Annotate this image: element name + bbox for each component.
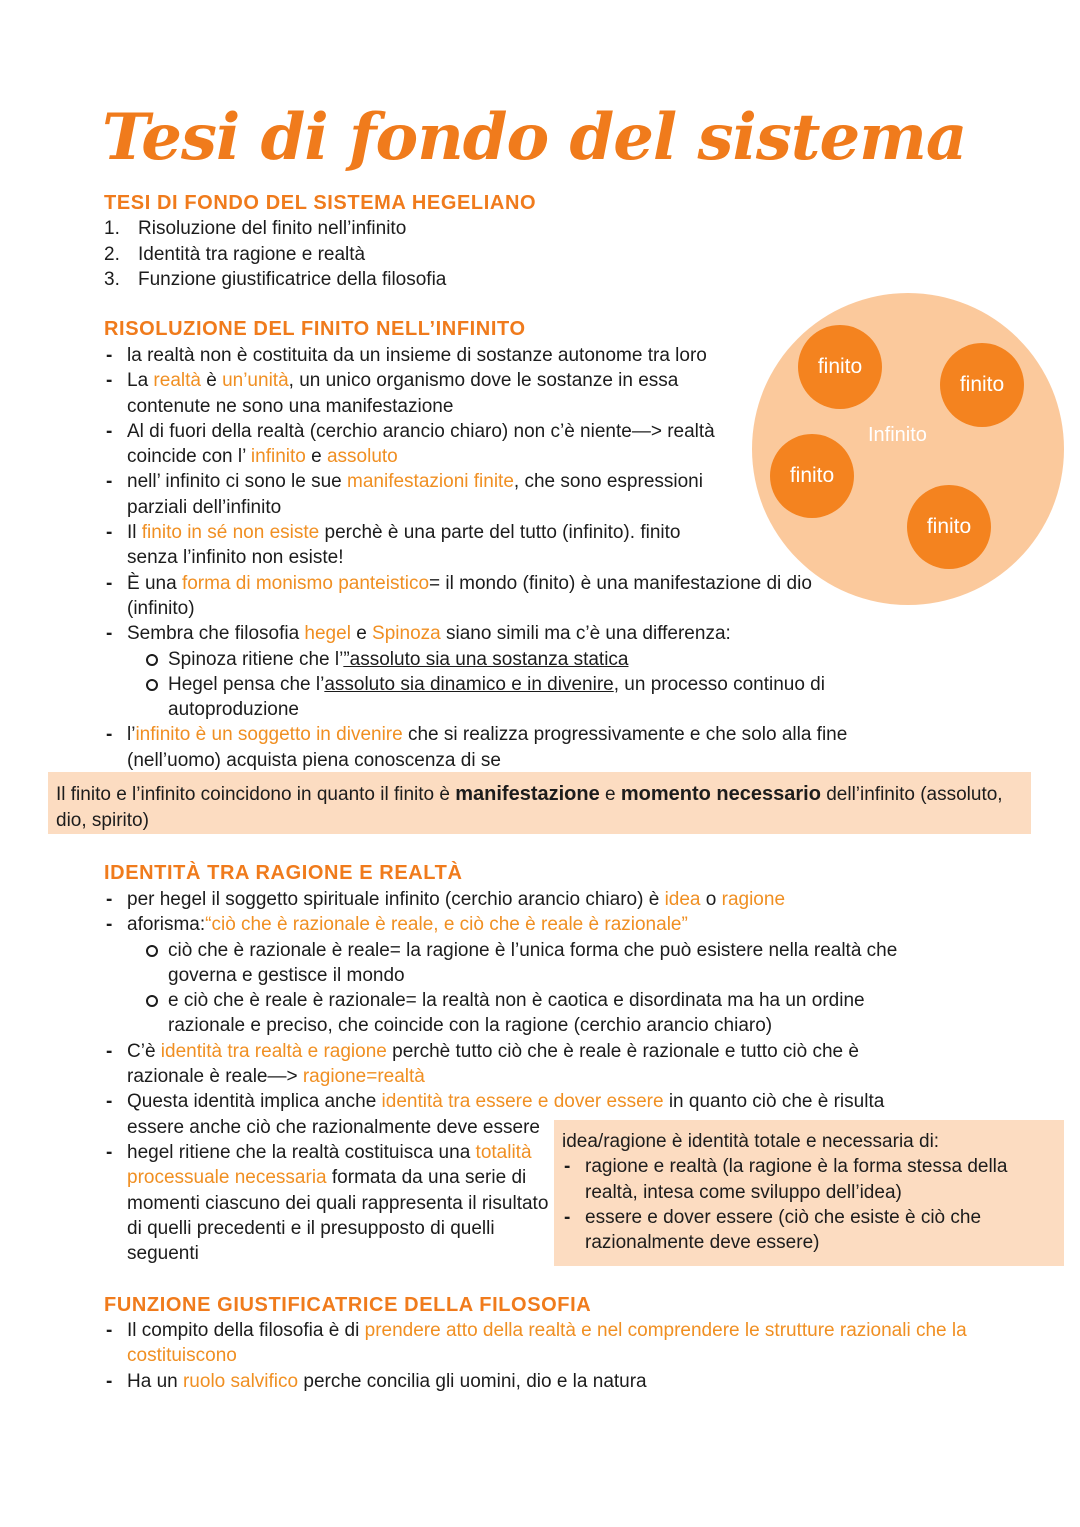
list-item: - hegel ritiene che la realtà costituisca una totalità processuale necessaria formata da una serie di momenti ciascuno dei quali rappresenta il risultato di quelli precedenti e il presupposto di quelli seguenti [104, 1140, 554, 1266]
list-item: - l’infinito è un soggetto in divenire che si realizza progressivamente e che solo alla fine (nell’uomo) acquista piena conoscenza di se [104, 722, 884, 773]
list-item: - Il finito in sé non esiste perchè è una parte del tutto (infinito). finito senza l’infinito non esiste! [104, 520, 726, 571]
list-item: - Ha un ruolo salvifico perche concilia gli uomini, dio e la natura [104, 1369, 984, 1394]
list-item: 1. Risoluzione del finito nell’infinito [104, 218, 407, 239]
list-item: - aforisma:“ciò che è razionale è reale, e ciò che è reale è razionale” ciò che è razionale è reale= la ragione è l’unica forma che può esistere nella realtà che governa e gestisce il mondo e ciò che è reale è razionale= la realtà non è caotica e disordinata ma ha un ordine razionale e preciso, che coincide con la ragione (cerchio arancio chiaro) [104, 912, 944, 1038]
heading-risoluzione: RISOLUZIONE DEL FINITO NELL’INFINITO [104, 318, 526, 340]
list-item: - La realtà è un’unità, un unico organismo dove le sostanze in essa contenute ne sono una manifestazione [104, 368, 704, 419]
idea-box-title: idea/ragione è identità totale e necessaria di: [562, 1131, 940, 1152]
finito-circle: finito [798, 325, 882, 409]
list-item: - Questa identità implica anche identità tra essere e dover essere in quanto ciò che è risulta essere anche ciò che razionalmente deve essere [104, 1089, 944, 1140]
sub-item: Hegel pensa che l’assoluto sia dinamico e in divenire, un processo continuo di autoproduzione [144, 672, 844, 723]
list-item: - nell’ infinito ci sono le sue manifestazioni finite, che sono espressioni parziali dell’infinito [104, 469, 744, 520]
sub-item: Spinoza ritiene che l’”assoluto sia una sostanza statica [144, 647, 894, 672]
finito-circle: finito [907, 485, 991, 569]
page-title: Tesi di fondo del sistema [102, 100, 967, 175]
sub-item: ciò che è razionale è reale= la ragione è l’unica forma che può esistere nella realtà che governa e gestisce il mondo [144, 938, 944, 989]
funzione-list [104, 1318, 984, 1394]
heading-identita: IDENTITÀ TRA RAGIONE E REALTÀ [104, 862, 463, 884]
list-item: 2. Identità tra ragione e realtà [104, 243, 366, 265]
list-item: - C’è identità tra realtà e ragione perchè tutto ciò che è reale è razionale e tutto ciò che è razionale è reale—> ragione=realtà [104, 1039, 904, 1090]
finito-circle: finito [770, 434, 854, 518]
infinito-label: Infinito [868, 424, 927, 446]
list-item: - Al di fuori della realtà (cerchio arancio chiaro) non c’è niente—> realtà coincide con l’ infinito e assoluto [104, 419, 724, 470]
list-item: 3. Funzione giustificatrice della filosofia [104, 269, 447, 290]
list-item: - la realtà non è costituita da un insieme di sostanze autonome tra loro [104, 343, 744, 368]
heading-funzione: FUNZIONE GIUSTIFICATRICE DELLA FILOSOFIA [104, 1294, 592, 1316]
risoluzione-list [104, 343, 894, 773]
heading-tesi-sistema: TESI DI FONDO DEL SISTEMA HEGELIANO [104, 192, 537, 214]
list-item: - Il compito della filosofia è di prendere atto della realtà e nel comprendere le strutture razionali che la costituiscono [104, 1318, 984, 1369]
idea-box-item: - ragione e realtà (la ragione è la forma stessa della realtà, intesa come sviluppo dell’idea) [562, 1154, 1056, 1205]
finito-circle: finito [940, 343, 1024, 427]
idea-box [554, 1120, 1064, 1266]
idea-box-item: - essere e dover essere (ciò che esiste è ciò che razionalmente deve essere) [562, 1205, 1056, 1256]
list-item: - Sembra che filosofia hegel e Spinoza siano simili ma c’è una differenza: Spinoza ritiene che l’”assoluto sia una sostanza statica Hegel pensa che l’assoluto sia dinamico e in divenire, un processo continuo di autoproduzione [104, 621, 894, 722]
highlight-box: Il finito e l’infinito coincidono in quanto il finito è manifestazione e momento necessario dell’infinito (assoluto, dio, spirito) [48, 772, 1031, 834]
list-item: - È una forma di monismo panteistico= il mondo (finito) è una manifestazione di dio (infinito) [104, 571, 824, 622]
list-item: - per hegel il soggetto spirituale infinito (cerchio arancio chiaro) è idea o ragione [104, 887, 944, 912]
thesis-list [104, 216, 446, 293]
sub-item: e ciò che è reale è razionale= la realtà non è caotica e disordinata ma ha un ordine razionale e preciso, che coincide con la ragione (cerchio arancio chiaro) [144, 988, 944, 1039]
